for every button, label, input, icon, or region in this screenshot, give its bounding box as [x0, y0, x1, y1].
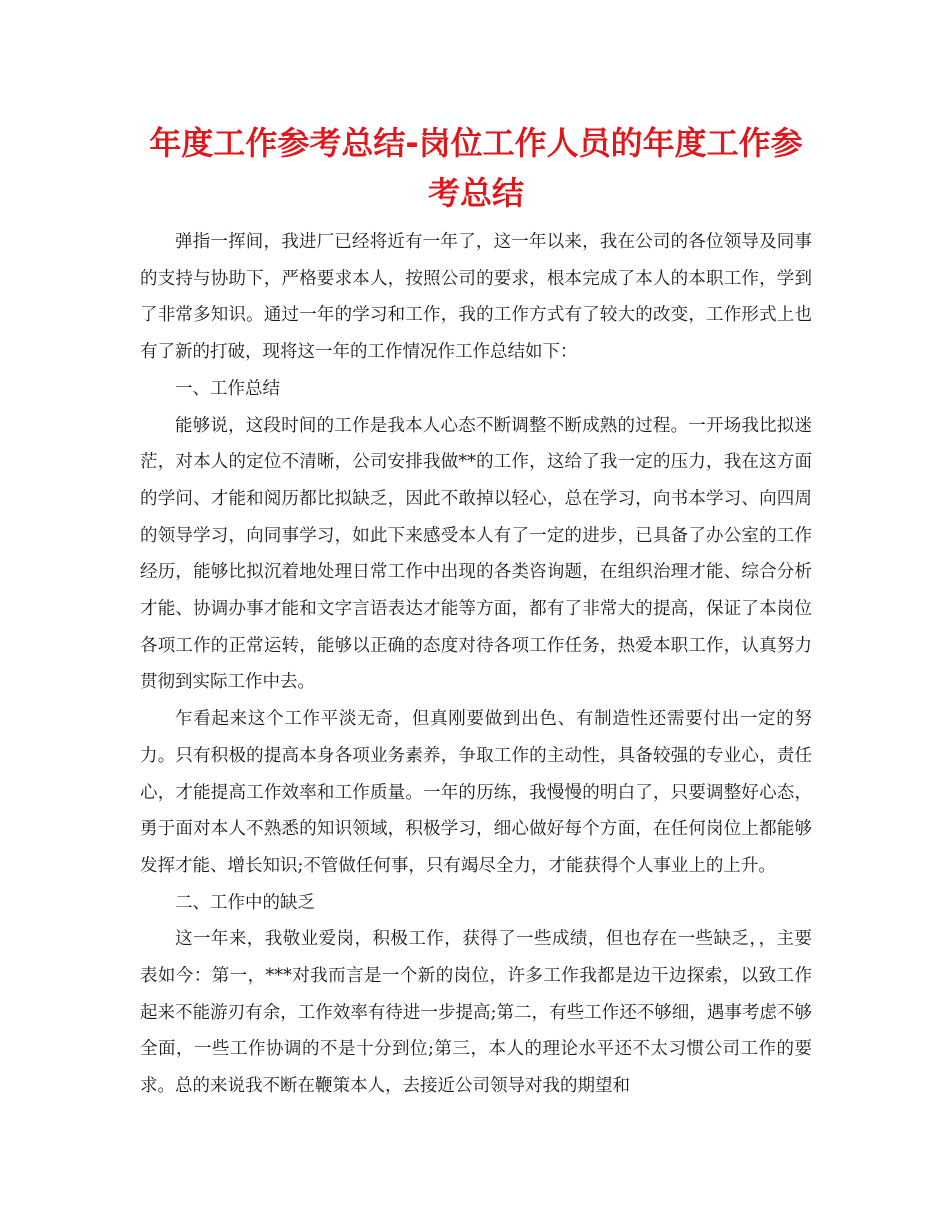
document-body [140, 224, 812, 1105]
section-heading-work-summary: 一、工作总结 [175, 378, 280, 399]
body-paragraph: 能够说，这段时间的工作是我本人心态不断调整不断成熟的过程。一开场我比拟迷茫，对本人的定位不清晰，公司安排我做**的工作，这给了我一定的压力，我在这方面的学问、才能和阅历都比拟缺乏，因此不敢掉以轻心，总在学习，向书本学习、向四周的领导学习，向同事学习，如此下来感受本人有了一定的进步，已具备了办公室的工作经历，能够比拟沉着地处理日常工作中出现的各类咨询题，在组织治理才能、综合分析才能、协调办事才能和文字言语表达才能等方面，都有了非常大的提高，保证了本岗位各项工作的正常运转，能够以正确的态度对待各项工作任务，热爱本职工作，认真努力贯彻到实际工作中去。 [140, 415, 812, 693]
document-title: 年度工作参考总结-岗位工作人员的年度工作参考总结 [149, 124, 803, 212]
body-paragraph: 乍看起来这个工作平淡无奇，但真刚要做到出色、有制造性还需要付出一定的努力。只有积极的提高本身各项业务素养，争取工作的主动性，具备较强的专业心，责任心，才能提高工作效率和工作质量。一年的历练，我慢慢的明白了，只要调整好心态，勇于面对本人不熟悉的知识领域，积极学习，细心做好每个方面，在任何岗位上都能够发挥才能、增长知识;不管做任何事，只有竭尽全力，才能获得个人事业上的上升。 [140, 709, 812, 876]
document-page [140, 118, 812, 1105]
section-heading-shortcomings: 二、工作中的缺乏 [175, 892, 315, 913]
intro-paragraph: 弹指一挥间，我进厂已经将近有一年了，这一年以来，我在公司的各位领导及同事的支持与协助下，严格要求本人，按照公司的要求，根本完成了本人的本职工作，学到了非常多知识。通过一年的学习和工作，我的工作方式有了较大的改变，工作形式上也有了新的打破，现将这一年的工作情况作工作总结如下： [140, 232, 812, 363]
body-paragraph: 这一年来，我敬业爱岗，积极工作，获得了一些成绩，但也存在一些缺乏，，主要表如今：第一，***对我而言是一个新的岗位，许多工作我都是边干边探索，以致工作起来不能游刃有余，工作效率有待进一步提高;第二，有些工作还不够细，遇事考虑不够全面，一些工作协调的不是十分到位;第三，本人的理论水平还不太习惯公司工作的要求。总的来说我不断在鞭策本人，去接近公司领导对我的期望和 [140, 929, 812, 1097]
